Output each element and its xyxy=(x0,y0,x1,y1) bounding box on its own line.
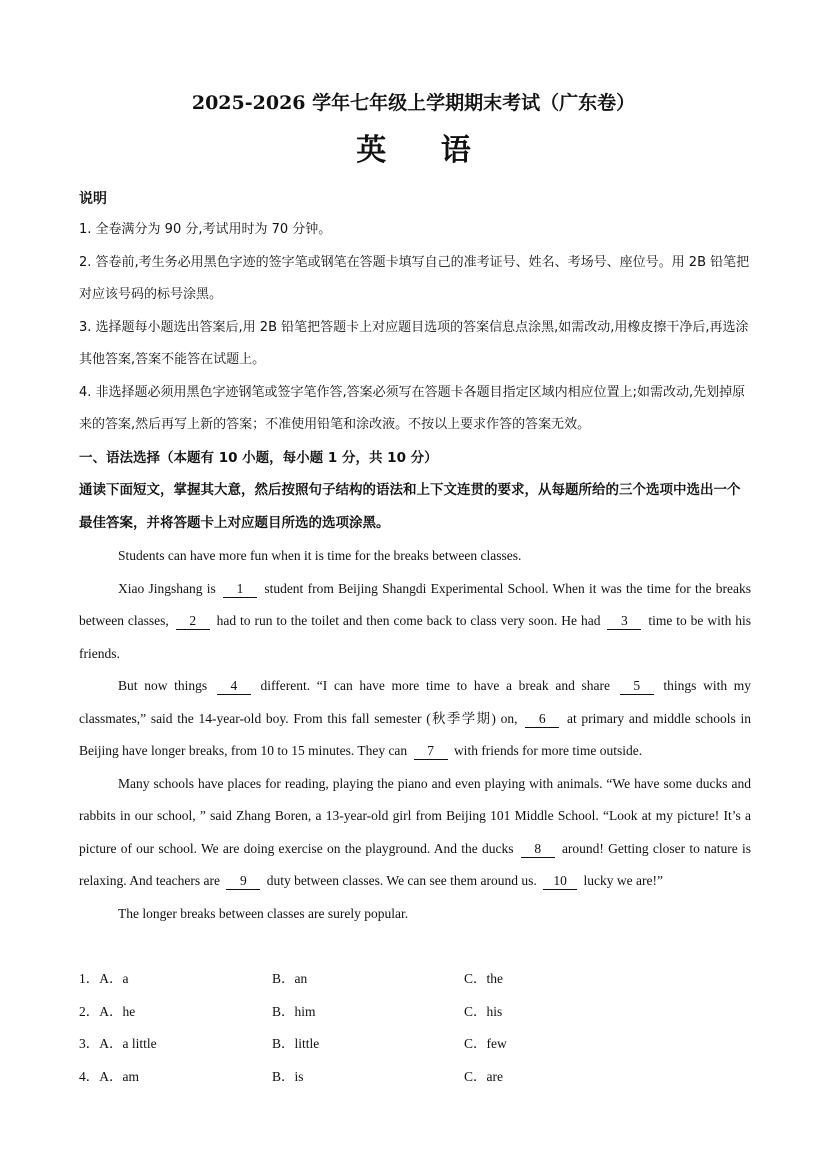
passage-text: Many schools have places for reading, playing the piano and even playing with animals. “We have some ducks and rabbits in our school, ” said Zhang Boren, a 13-year-old girl from Beijing 101 Middle School. “Look at my picture! It’s a picture of our school. We are doing exercise on the playground. And the ducks xyxy=(79,775,751,856)
passage-text: Xiao Jingshang is xyxy=(118,580,216,596)
section-one-instruction: 通读下面短文，掌握其大意，然后按照句子结构的语法和上下文连贯的要求，从每题所给的三个选项中选出一个最佳答案，并将答题卡上对应题目所选的选项涂黑。 xyxy=(79,482,741,531)
passage-paragraph-5: The longer breaks between classes are surely popular. xyxy=(118,905,409,921)
option-a: 2．A．he xyxy=(79,1003,136,1019)
blank-5: 5 xyxy=(620,678,654,695)
blank-8: 8 xyxy=(521,841,555,858)
option-a: 3．A．a little xyxy=(79,1036,157,1051)
question-options xyxy=(79,963,751,1093)
option-c: C．are xyxy=(464,1068,503,1084)
exam-title: 2025-2026 学年七年级上学期期末考试（广东卷） xyxy=(191,92,636,114)
option-b: B．him xyxy=(272,1003,316,1019)
section-one-title: 一、语法选择（本题有 10 小题，每小题 1 分，共 10 分） xyxy=(79,450,438,466)
notes-heading: 说明 xyxy=(79,191,107,207)
blank-9: 9 xyxy=(226,873,260,890)
question-row xyxy=(79,1061,751,1094)
question-row xyxy=(79,996,751,1029)
option-b: B．an xyxy=(272,971,308,986)
note-item: 2. 答卷前,考生务必用黑色字迹的签字笔或钢笔在答题卡填写自己的准考证号、姓名、考场号、座位号。用 2B 铅笔把对应该号码的标号涂黑。 xyxy=(79,254,750,302)
notes-section xyxy=(79,186,751,212)
passage-text: time to be with his friends. xyxy=(79,613,751,661)
blank-4: 4 xyxy=(217,678,251,695)
option-c: C．few xyxy=(464,1036,507,1051)
question-row xyxy=(79,1028,751,1061)
note-item: 3. 选择题每小题选出答案后,用 2B 铅笔把答题卡上对应题目选项的答案信息点涂黑,如需改动,用橡皮擦干净后,再选涂其他答案,答案不能答在试题上。 xyxy=(79,319,749,367)
passage-text: things with my classmates,” said the 14-year-old boy. From this fall semester (秋季学期) on, xyxy=(79,678,752,726)
option-b: B．is xyxy=(272,1068,304,1084)
blank-1: 1 xyxy=(223,581,257,598)
notes-list xyxy=(79,214,751,442)
blank-10: 10 xyxy=(543,873,577,890)
subject-title: 英 语 xyxy=(356,133,493,168)
reading-passage xyxy=(79,540,751,930)
passage-text: But now things xyxy=(118,678,208,693)
blank-7: 7 xyxy=(414,743,448,760)
passage-text: duty between classes. We can see them around us. xyxy=(266,873,537,888)
passage-paragraph-2 xyxy=(79,573,751,671)
option-a: 4．A．am xyxy=(79,1068,139,1084)
section-one xyxy=(79,442,751,539)
option-c: C．the xyxy=(464,971,503,986)
option-b: B．little xyxy=(272,1036,320,1051)
option-a: 1．A．a xyxy=(79,971,129,986)
passage-text: had to run to the toilet and then come back to class very soon. He had xyxy=(216,613,601,628)
passage-paragraph-4 xyxy=(79,768,751,898)
blank-3: 3 xyxy=(607,613,641,630)
passage-text: student from Beijing Shangdi Experimental School. When it was the time for the breaks between classes, xyxy=(79,580,752,628)
blank-6: 6 xyxy=(525,711,559,728)
passage-text: with friends for more time outside. xyxy=(453,743,643,758)
blank-2: 2 xyxy=(176,613,210,630)
note-item: 4. 非选择题必须用黑色字迹钢笔或签字笔作答,答案必须写在答题卡各题目指定区域内相应位置上;如需改动,先划掉原来的答案,然后再写上新的答案；不准使用铅笔和涂改液。不按以上要求作答的答案无效。 xyxy=(79,384,746,432)
option-c: C．his xyxy=(464,1003,503,1019)
passage-text: at primary and middle schools in Beijing have longer breaks, from 10 to 15 minutes. They can xyxy=(79,710,752,758)
passage-text: around! Getting closer to nature is relaxing. And teachers are xyxy=(79,840,752,888)
passage-paragraph-3 xyxy=(79,670,751,768)
question-row xyxy=(79,963,751,996)
passage-text: different. “I can have more time to have a break and share xyxy=(260,678,611,693)
passage-paragraph-1: Students can have more fun when it is time for the breaks between classes. xyxy=(118,548,522,563)
note-item: 1. 全卷满分为 90 分,考试用时为 70 分钟。 xyxy=(79,222,332,237)
passage-text: lucky we are!” xyxy=(583,873,663,888)
